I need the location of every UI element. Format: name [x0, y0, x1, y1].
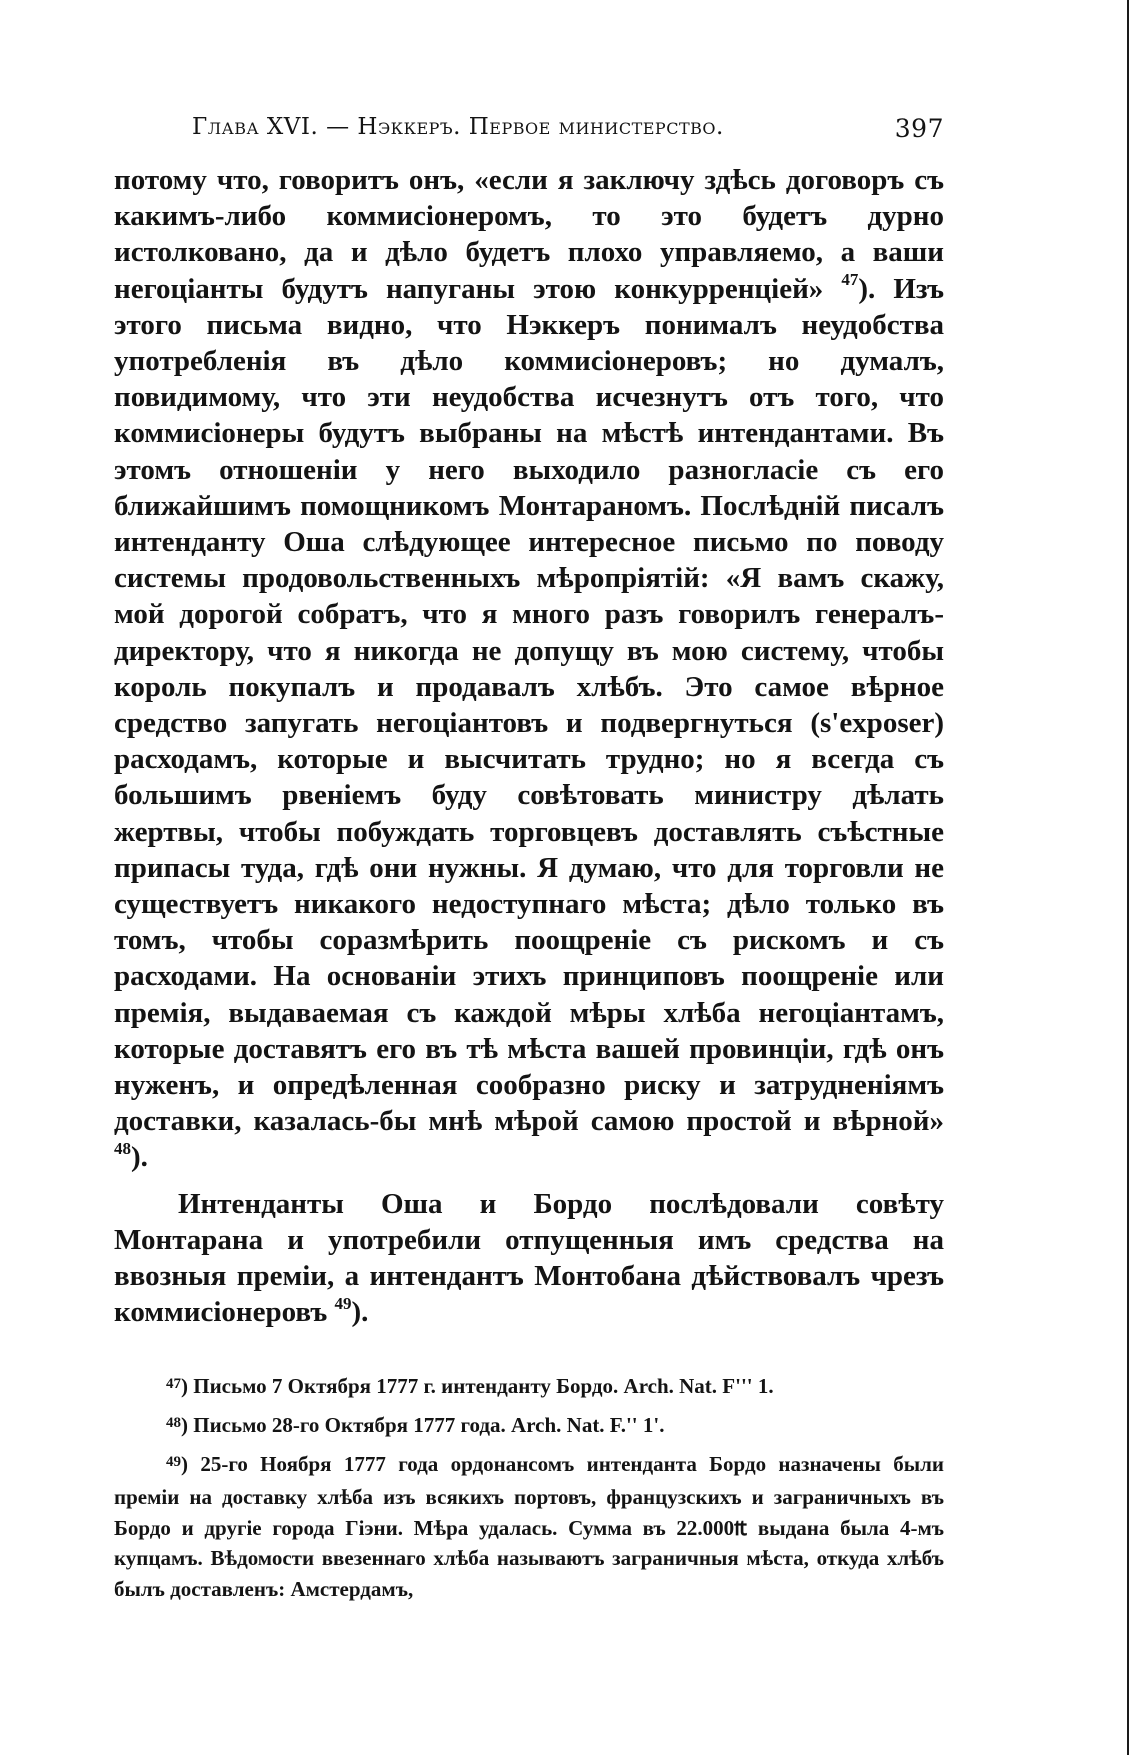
footnote-text: ) Письмо 28-го Октября 1777 года. Arch. Nat. F.'' 1'. — [181, 1412, 665, 1437]
paragraph-1-end: ). — [131, 1141, 148, 1174]
footnotes — [114, 1369, 944, 1605]
footnote-ref-48: 48 — [114, 1138, 131, 1158]
paragraph-2 — [114, 1186, 944, 1331]
footnote-text: ) Письмо 7 Октября 1777 г. интенданту Бордо. Arch. Nat. F''' 1. — [181, 1373, 774, 1398]
paragraph-1-text-2: ). Изъ этого письма видно, что Нэккеръ понималъ неудобства употребленія въ дѣло коммисіонеровъ; но думалъ, повидимому, что эти неудобства исчезнутъ отъ того, что коммисіонеры будутъ выбраны на мѣстѣ интендантами. Въ этомъ отношеніи у него выходило разногласіе съ его ближайшимъ помощникомъ Монтараномъ. Послѣдній писалъ интенданту Оша слѣдующее интересное письмо по поводу системы продовольственныхъ мѣропріятій: «Я вамъ скажу, мой дорогой собратъ, что я много разъ говорилъ генералъ-директору, что я никогда не допущу въ мою систему, чтобы король покупалъ и продавалъ хлѣбъ. Это самое вѣрное средство запугать негоціантовъ и подвергнуться (s'exposer) расходамъ, которые и высчитать трудно; но я всегда съ большимъ рвеніемъ буду совѣтовать министру дѣлать жертвы, чтобы побуждать торговцевъ доставлять съѣстные припасы туда, гдѣ они нужны. Я думаю, что для торговли не существуетъ никакого недоступнаго мѣста; дѣло только въ томъ, чтобы соразмѣрить поощреніе съ рискомъ и съ расходами. На основаніи этихъ принциповъ поощреніе или премія, выдаваемая съ каждой мѣры хлѣба негоціантамъ, которые доставятъ его въ тѣ мѣста вашей провинціи, гдѣ онъ нуженъ, и опредѣленная сообразно риску и затрудненіямъ доставки, казалась-бы мнѣ мѣрой самою простой и вѣрной» — [114, 272, 944, 1138]
footnote-49 — [114, 1449, 944, 1605]
running-header — [114, 108, 944, 148]
paragraph-2-end: ). — [351, 1296, 369, 1329]
footnote-mark: 47 — [166, 1375, 181, 1392]
page-number: 397 — [894, 114, 944, 143]
footnote-47 — [114, 1369, 944, 1406]
footnote-text: ) 25-го Ноября 1777 года ордонансомъ интенданта Бордо назначены были преміи на доставку хлѣба изъ всякихъ портовъ, французскихъ и заграничныхъ въ Бордо и другіе города Гіэни. Мѣра удалась. Сумма въ 22.000₶ выдана была 4-мъ купцамъ. Вѣдомости ввезеннаго хлѣба называютъ заграничныя мѣста, откуда хлѣбъ былъ доставленъ: Амстердамъ, — [114, 1451, 944, 1601]
footnote-mark: 48 — [166, 1414, 181, 1431]
paragraph-1-text: потому что, говоритъ онъ, «если я заключу здѣсь договоръ съ какимъ-либо коммисіонеромъ, то это будетъ дурно истолковано, да и дѣло будетъ плохо управляемо, а ваши негоціанты будутъ напуганы этою конкурренціей» — [114, 164, 944, 305]
book-page — [114, 108, 944, 1606]
page-edge-line — [1127, 0, 1129, 1755]
paragraph-2-text: Интенданты Оша и Бордо послѣдовали совѣту Монтарана и употребили отпущенныя имъ средства на ввозныя преміи, а интендантъ Монтобана дѣйствовалъ чрезъ коммисіонеровъ — [114, 1187, 944, 1329]
main-text — [114, 162, 944, 1331]
footnote-ref-49: 49 — [334, 1293, 352, 1313]
footnote-ref-47: 47 — [841, 269, 859, 289]
footnote-mark: 49 — [166, 1453, 181, 1470]
footnote-48 — [114, 1408, 944, 1445]
paragraph-1 — [114, 162, 944, 1176]
chapter-heading: Глава XVI. — Нэккеръ. Первое министерство. — [192, 114, 724, 140]
